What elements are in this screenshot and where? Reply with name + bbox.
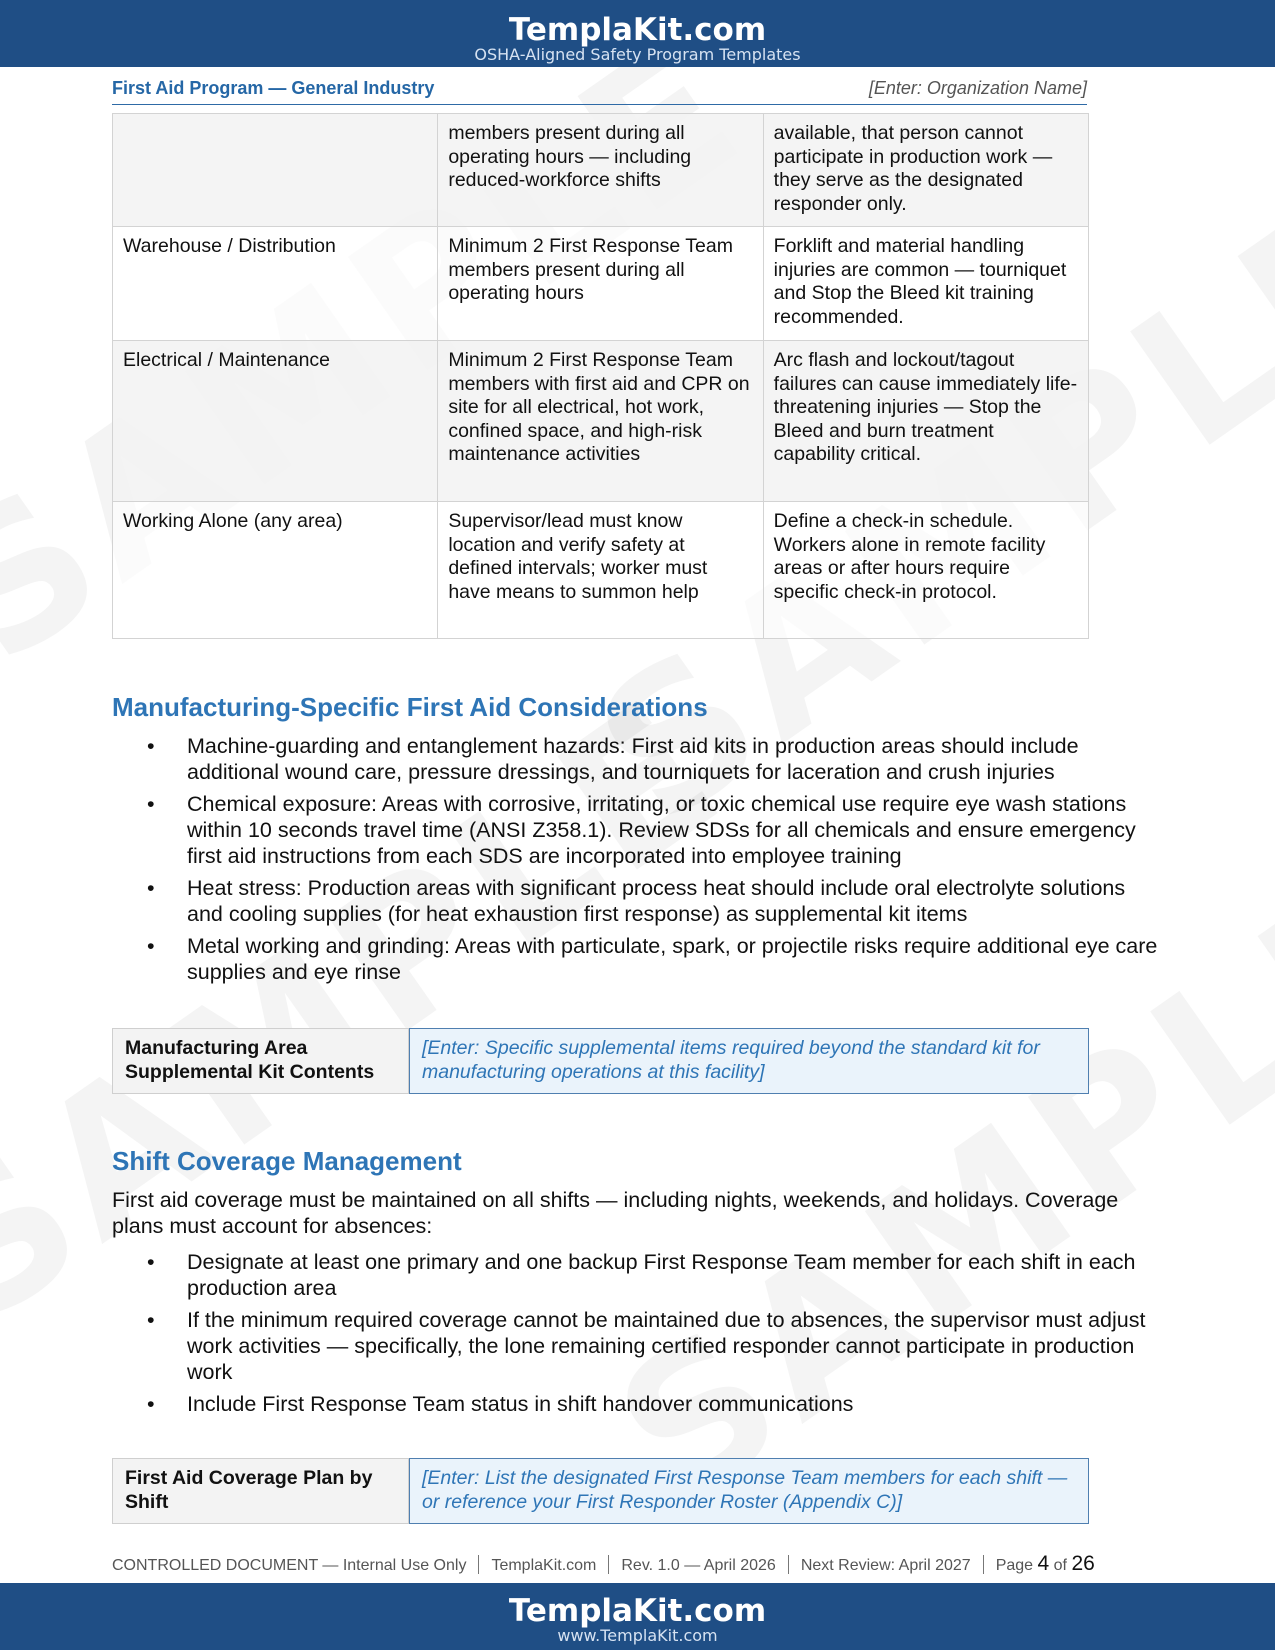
footer-next-review: Next Review: April 2027 [800, 1557, 971, 1574]
footer-of-word: of [1053, 1557, 1067, 1574]
table-row [113, 341, 1089, 502]
area-cell: Electrical / Maintenance [113, 341, 438, 502]
list-item-text: Machine-guarding and entanglement hazards: First aid kits in production areas should include additional wound care, pressure dressings, and tourniquets for laceration and crush injuries [187, 734, 1079, 784]
notes-cell: available, that person cannot participate in production work — they serve as the designated responder only. [763, 114, 1088, 227]
list-item [112, 1249, 1162, 1301]
supplemental-kit-input[interactable]: [Enter: Specific supplemental items required beyond the standard kit for manufacturing operations at this facility] [409, 1028, 1089, 1094]
requirement-cell: Supervisor/lead must know location and verify safety at defined intervals; worker must have means to summon help [438, 502, 763, 639]
area-cell [113, 114, 438, 227]
coverage-requirements-table [112, 113, 1089, 639]
coverage-plan-field [112, 1458, 1089, 1524]
list-item [112, 1307, 1162, 1385]
bottom-brand: TemplaKit.com [508, 1593, 767, 1629]
table-row [113, 502, 1089, 639]
document-title: First Aid Program — General Industry [112, 78, 435, 98]
footer-site: TemplaKit.com [491, 1557, 597, 1574]
footer-divider [983, 1555, 984, 1574]
list-item [112, 791, 1162, 869]
field-label: First Aid Coverage Plan by Shift [112, 1458, 409, 1524]
list-item [112, 1391, 1162, 1417]
list-item [112, 875, 1162, 927]
header-brand: TemplaKit.com [508, 12, 767, 48]
footer-divider [608, 1555, 609, 1574]
notes-cell: Arc flash and lockout/tagout failures can cause immediately life-threatening injuries — Stop the Bleed and burn treatment capability critical. [763, 341, 1088, 502]
area-cell: Working Alone (any area) [113, 502, 438, 639]
bottom-url-link[interactable]: www.TemplaKit.com [557, 1626, 718, 1645]
list-item-text: Designate at least one primary and one backup First Response Team member for each shift in each production area [187, 1250, 1136, 1300]
footer-page-word: Page [995, 1557, 1034, 1574]
header-tagline: OSHA-Aligned Safety Program Templates [474, 45, 801, 64]
footer-revision: Rev. 1.0 — April 2026 [621, 1557, 776, 1574]
table-row [113, 227, 1089, 341]
running-head [112, 76, 1087, 105]
requirement-cell: Minimum 2 First Response Team members present during all operating hours [438, 227, 763, 341]
shift-bullet-list [112, 1249, 1162, 1423]
list-item-text: Chemical exposure: Areas with corrosive, irritating, or toxic chemical use require eye wash stations within 10 seconds travel time (ANSI Z358.1). Review SDSs for all chemicals and ensure emergency first aid instructions from each SDS are incorporated into employee training [187, 792, 1136, 868]
footer-page-total: 26 [1071, 1552, 1095, 1575]
bottom-bar [0, 1583, 1275, 1650]
list-item [112, 933, 1162, 985]
table-row [113, 114, 1089, 227]
bullet-icon: • [147, 734, 155, 758]
list-item-text: Include First Response Team status in shift handover communications [187, 1392, 854, 1416]
supplemental-kit-field [112, 1028, 1089, 1094]
list-item-text: Heat stress: Production areas with significant process heat should include oral electrolyte solutions and cooling supplies (for heat exhaustion first response) as supplemental kit items [187, 876, 1126, 926]
bullet-icon: • [147, 1308, 155, 1332]
coverage-plan-input[interactable]: [Enter: List the designated First Response Team members for each shift — or reference your First Responder Roster (Appendix C)] [409, 1458, 1089, 1524]
header-bar [0, 0, 1275, 67]
shift-intro-paragraph: First aid coverage must be maintained on all shifts — including nights, weekends, and holidays. Coverage plans must account for absences: [112, 1188, 1119, 1238]
notes-cell: Forklift and material handling injuries are common — tourniquet and Stop the Bleed kit training recommended. [763, 227, 1088, 341]
bullet-icon: • [147, 792, 155, 816]
field-label: Manufacturing Area Supplemental Kit Contents [112, 1028, 409, 1094]
bullet-icon: • [147, 1250, 155, 1274]
list-item [112, 733, 1162, 785]
notes-cell: Define a check-in schedule. Workers alone in remote facility areas or after hours require specific check-in protocol. [763, 502, 1088, 639]
requirement-cell: members present during all operating hours — including reduced-workforce shifts [438, 114, 763, 227]
section-heading-shift-coverage: Shift Coverage Management [112, 1146, 462, 1176]
footer-page-number: 4 [1037, 1552, 1050, 1575]
list-item-text: Metal working and grinding: Areas with particulate, spark, or projectile risks require additional eye care supplies and eye rinse [187, 934, 1158, 984]
organization-name-field[interactable]: [Enter: Organization Name] [868, 78, 1087, 98]
bullet-icon: • [147, 876, 155, 900]
requirement-cell: Minimum 2 First Response Team members with first aid and CPR on site for all electrical, hot work, confined space, and high-risk maintenance activities [438, 341, 763, 502]
list-item-text: If the minimum required coverage cannot be maintained due to absences, the supervisor must adjust work activities — specifically, the lone remaining certified responder cannot participate in production work [187, 1308, 1146, 1384]
bullet-icon: • [147, 934, 155, 958]
page-footer [112, 1552, 1162, 1576]
footer-divider [478, 1555, 479, 1574]
manufacturing-bullet-list [112, 733, 1162, 991]
section-heading-manufacturing: Manufacturing-Specific First Aid Considerations [112, 692, 708, 722]
area-cell: Warehouse / Distribution [113, 227, 438, 341]
footer-divider [788, 1555, 789, 1574]
bullet-icon: • [147, 1392, 155, 1416]
footer-control-notice: CONTROLLED DOCUMENT — Internal Use Only [112, 1557, 467, 1574]
